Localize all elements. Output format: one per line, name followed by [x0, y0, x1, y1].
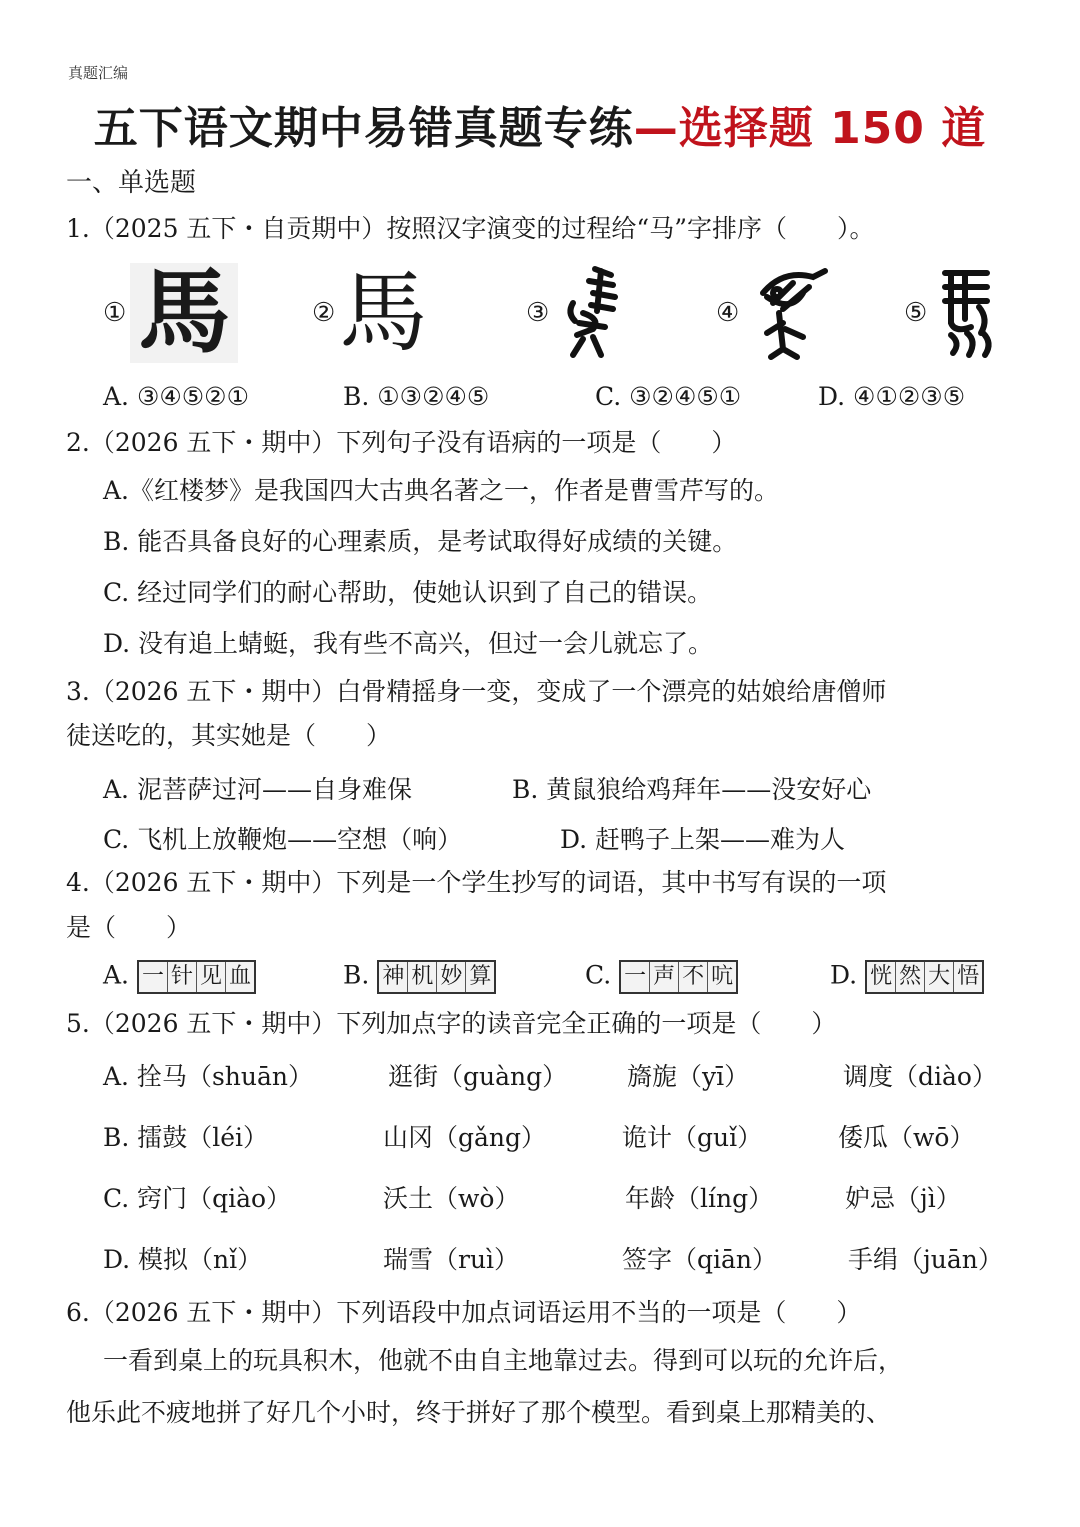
word-boxes — [865, 960, 984, 994]
seal-script-horse-icon — [931, 263, 1001, 363]
word-boxes — [137, 960, 256, 994]
q1-glyph-4 — [716, 258, 833, 368]
q3-stem-line1: 3.（2026 五下・期中）白骨精摇身一变，变成了一个漂亮的姑娘给唐僧师 — [66, 677, 887, 706]
q2-option-c: C. 经过同学们的耐心帮助，使她认识到了自己的错误。 — [103, 578, 713, 607]
char-box: 吭 — [708, 962, 736, 992]
word-boxes — [377, 960, 496, 994]
glyph-char: 馬 — [339, 261, 428, 364]
option-letter: D. — [830, 960, 858, 990]
corner-label: 真题汇编 — [68, 64, 129, 82]
char-box: 然 — [896, 962, 925, 992]
q5-a-4: 调度（diào） — [843, 1062, 997, 1091]
section-heading: 一、单选题 — [66, 168, 197, 198]
q4-option-d — [830, 960, 984, 994]
char-box: 恍 — [867, 962, 896, 992]
q5-c-1: C. 窍门（qiào） — [103, 1184, 292, 1213]
q4-option-a — [103, 960, 256, 994]
q6-stem: 6.（2026 五下・期中）下列语段中加点词语运用不当的一项是（ ） — [66, 1298, 862, 1327]
glyph-image-1 — [130, 259, 238, 366]
word-boxes — [619, 960, 738, 994]
q2-option-b: B. 能否具备良好的心理素质，是考试取得好成绩的关键。 — [103, 527, 738, 556]
q5-b-2: 山冈（gǎng） — [383, 1123, 547, 1152]
q5-b-1: B. 擂鼓（léi） — [103, 1123, 269, 1152]
q1-stem: 1.（2025 五下・自贡期中）按照汉字演变的过程给“马”字排序（ ）。 — [66, 214, 875, 243]
glyph-label: ② — [312, 298, 336, 328]
char-box: 不 — [679, 962, 708, 992]
char-box: 妙 — [437, 962, 466, 992]
glyph-label: ⑤ — [904, 298, 928, 328]
oracle-bone-horse-icon — [743, 263, 833, 363]
q2-stem: 2.（2026 五下・期中）下列句子没有语病的一项是（ ） — [66, 428, 737, 457]
q5-a-2: 逛街（guàng） — [388, 1062, 568, 1091]
char-box: 机 — [408, 962, 437, 992]
q5-d-1: D. 模拟（nǐ） — [103, 1245, 263, 1274]
q3-stem-line2: 徒送吃的，其实她是（ ） — [66, 721, 392, 750]
q3-option-a: A. 泥菩萨过河——自身难保 — [103, 775, 412, 804]
q1-option-a: A. ③④⑤②① — [103, 382, 250, 411]
q5-stem: 5.（2026 五下・期中）下列加点字的读音完全正确的一项是（ ） — [66, 1009, 837, 1038]
q5-b-4: 倭瓜（wō） — [838, 1123, 975, 1152]
q5-b-3: 诡计（guǐ） — [622, 1123, 763, 1152]
q4-stem-line1: 4.（2026 五下・期中）下列是一个学生抄写的词语，其中书写有误的一项 — [66, 868, 887, 897]
glyph-label: ④ — [716, 298, 740, 328]
q5-a-3: 旖旎（yī） — [627, 1062, 750, 1091]
q1-glyph-2 — [312, 258, 427, 368]
option-letter: B. — [343, 960, 370, 990]
q1-option-c: C. ③②④⑤① — [595, 382, 742, 411]
q5-c-3: 年龄（líng） — [625, 1184, 774, 1213]
q1-option-d: D. ④①②③⑤ — [818, 382, 966, 411]
q1-glyph-5 — [904, 258, 1001, 368]
q3-option-d: D. 赶鸭子上架——难为人 — [560, 825, 846, 854]
char-box: 悟 — [954, 962, 982, 992]
q4-option-b — [343, 960, 496, 994]
char-box: 血 — [226, 962, 254, 992]
q3-option-c: C. 飞机上放鞭炮——空想（响） — [103, 825, 463, 854]
q2-option-a: A.《红楼梦》是我国四大古典名著之一，作者是曹雪芹写的。 — [103, 476, 780, 505]
q5-a-1: A. 拴马（shuān） — [103, 1062, 313, 1091]
char-box: 声 — [650, 962, 679, 992]
q6-paragraph-line1: 一看到桌上的玩具积木，他就不由自主地靠过去。得到可以玩的允许后， — [103, 1346, 904, 1375]
title-main: 五下语文期中易错真题专练 — [93, 103, 634, 154]
q4-option-c — [585, 960, 738, 994]
char-box: 大 — [925, 962, 954, 992]
option-letter: C. — [585, 960, 612, 990]
bronze-script-horse-icon — [553, 263, 623, 363]
glyph-label: ③ — [526, 298, 550, 328]
page-title — [0, 92, 1080, 156]
q1-glyph-3 — [526, 258, 623, 368]
char-box: 算 — [466, 962, 494, 992]
q5-d-3: 签字（qiān） — [622, 1245, 778, 1274]
q3-option-b: B. 黄鼠狼给鸡拜年——没安好心 — [512, 775, 872, 804]
q5-d-4: 手绢（juān） — [848, 1245, 1003, 1274]
q1-glyph-1 — [103, 258, 238, 368]
q1-option-b: B. ①③②④⑤ — [343, 382, 490, 411]
q5-c-4: 妒忌（jì） — [845, 1184, 961, 1213]
char-box: 神 — [379, 962, 408, 992]
option-letter: A. — [103, 960, 130, 990]
q6-paragraph-line2: 他乐此不疲地拼了好几个小时，终于拼好了那个模型。看到桌上那精美的、 — [66, 1398, 892, 1427]
glyph-label: ① — [103, 298, 127, 328]
q5-d-2: 瑞雪（ruì） — [383, 1245, 520, 1274]
char-box: 一 — [621, 962, 650, 992]
char-box: 见 — [197, 962, 226, 992]
char-box: 针 — [168, 962, 197, 992]
char-box: 一 — [139, 962, 168, 992]
q2-option-d: D. 没有追上蜻蜓，我有些不高兴，但过一会儿就忘了。 — [103, 629, 714, 658]
glyph-char: 馬 — [138, 259, 231, 366]
q1-glyph-row — [0, 258, 1080, 368]
title-highlight: —选择题 150 道 — [633, 103, 987, 154]
q5-c-2: 沃土（wò） — [383, 1184, 520, 1213]
q4-stem-line2: 是（ ） — [66, 913, 192, 942]
